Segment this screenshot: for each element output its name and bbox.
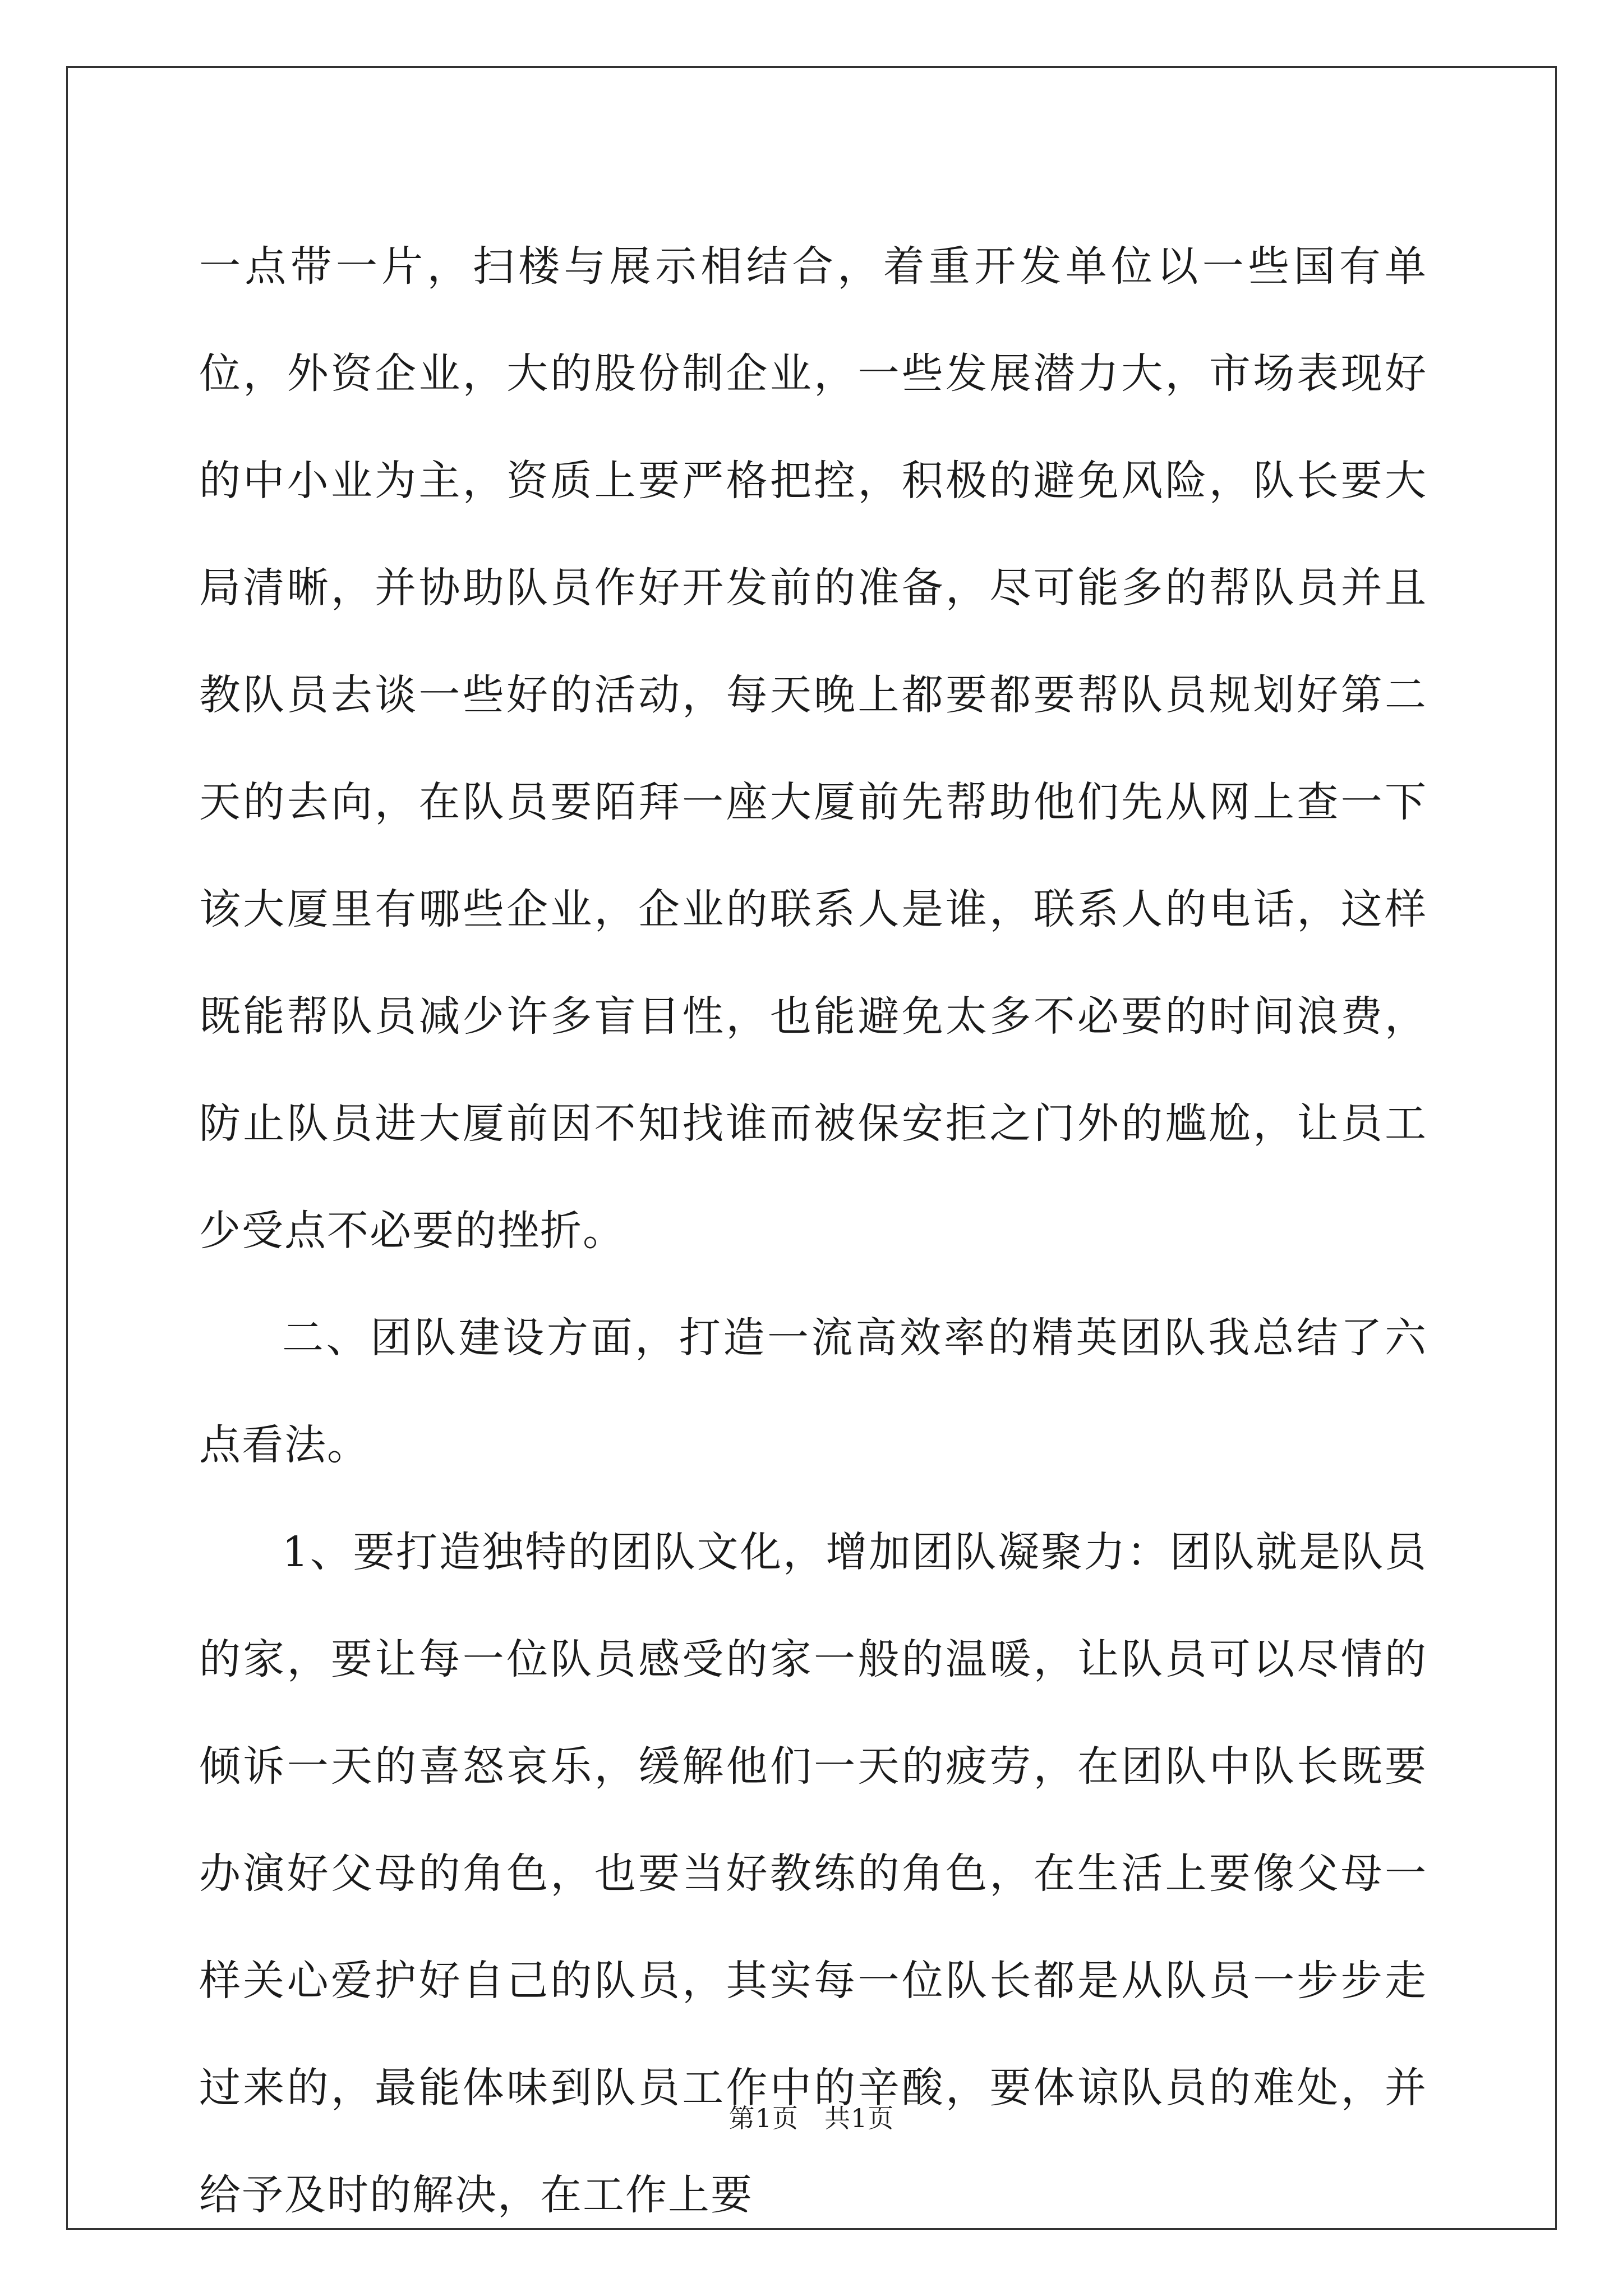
document-body — [199, 213, 1427, 2249]
page-footer — [0, 2098, 1623, 2135]
paragraph-1: 一点带一片，扫楼与展示相结合，着重开发单位以一些国有单位，外资企业，大的股份制企业，一些发展潜力大，市场表现好的中小业为主，资质上要严格把控，积极的避免风险，队长要大局清晰，并协助队员作好开发前的准备，尽可能多的帮队员并且教队员去谈一些好的活动，每天晚上都要都要帮队员规划好第二天的去向，在队员要陌拜一座大厦前先帮助他们先从网上查一下该大厦里有哪些企业，企业的联系人是谁，联系人的电话，这样既能帮队员减少许多盲目性，也能避免太多不必要的时间浪费，防止队员进大厦前因不知找谁而被保安拒之门外的尴尬，让员工少受点不必要的挫折。 — [199, 242, 1427, 1255]
page-number: 第1页 — [728, 2103, 799, 2133]
total-pages: 共1页 — [824, 2103, 895, 2133]
paragraph-3: 1、要打造独特的团队文化，增加团队凝聚力：团队就是队员的家，要让每一位队员感受的家一般的温暖，让队员可以尽情的倾诉一天的喜怒哀乐，缓解他们一天的疲劳，在团队中队长既要办演好父母的角色，也要当好教练的角色，在生活上要像父母一样关心爱护好自己的队员，其实每一位队长都是从队员一步步走过来的，最能体味到队员工作中的辛酸，要体谅队员的难处，并给予及时的解决，在工作上要 — [199, 1528, 1427, 2219]
paragraph-2: 二、团队建设方面，打造一流高效率的精英团队我总结了六点看法。 — [199, 1314, 1427, 1469]
